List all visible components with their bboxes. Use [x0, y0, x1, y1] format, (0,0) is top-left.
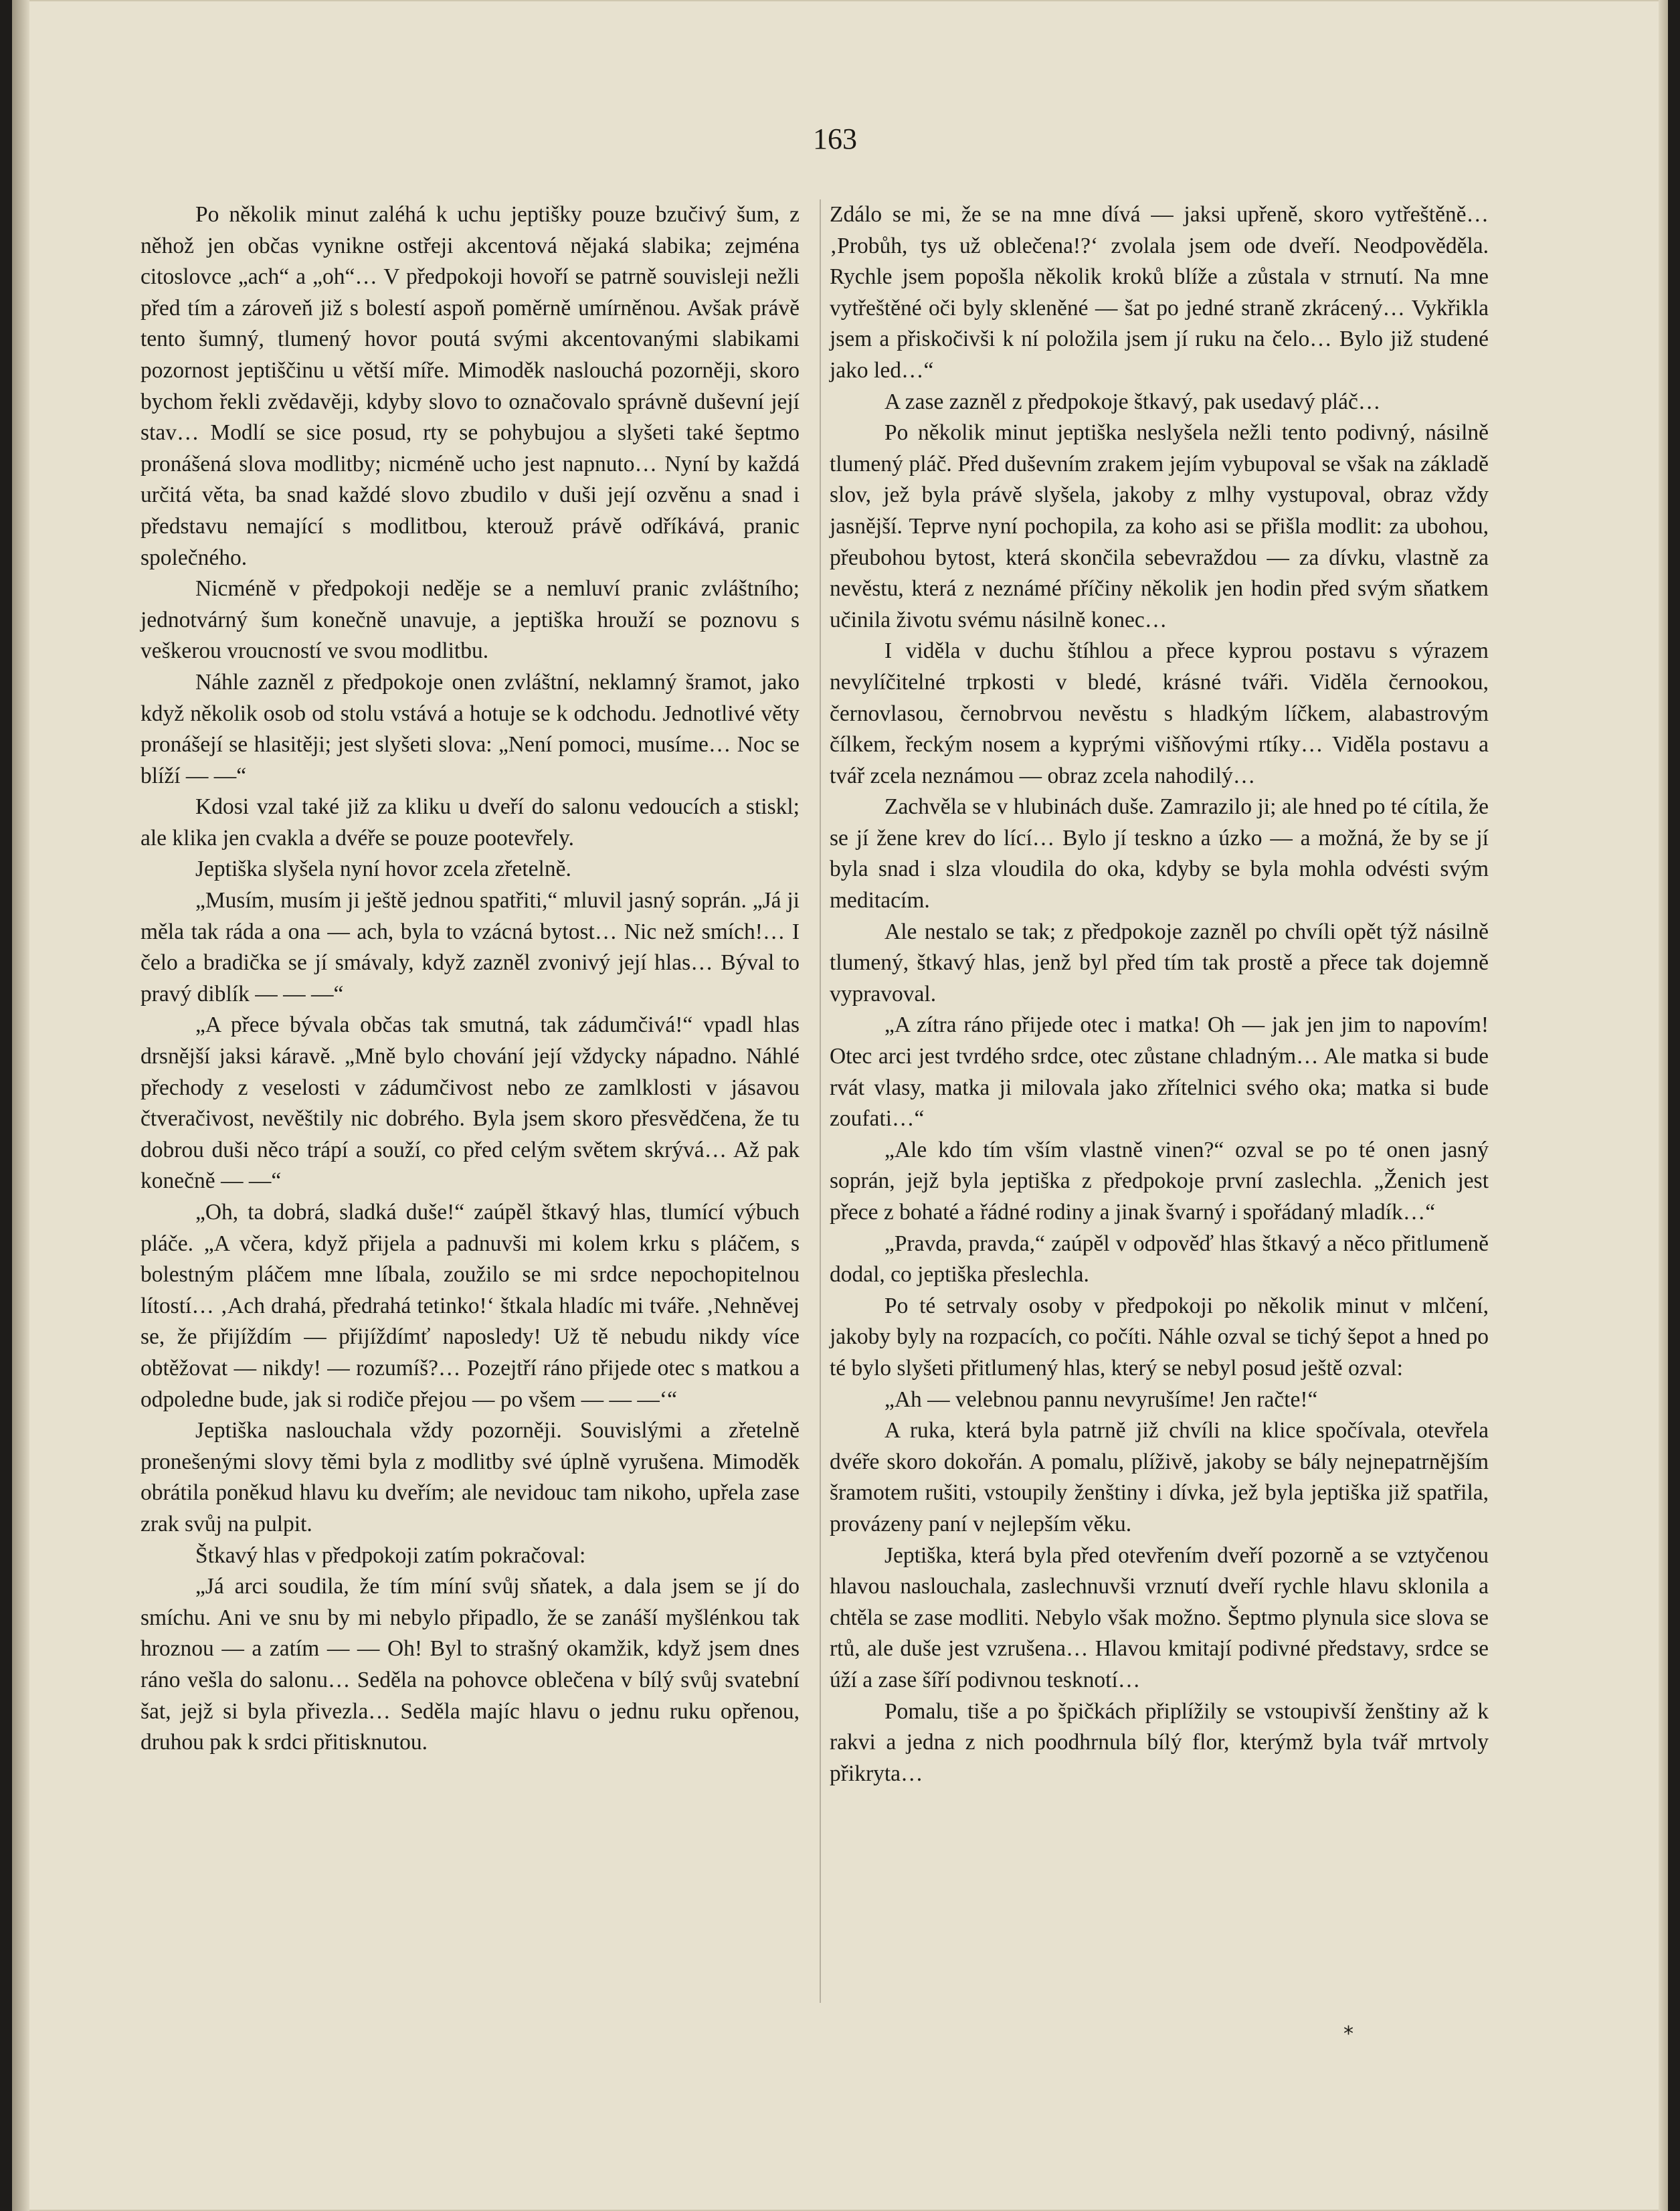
page-number: 163: [813, 122, 857, 155]
paragraph: „Pravda, pravda,“ zaúpěl v odpověď hlas štkavý a něco přitlumeně dodal, co jeptiška přeslechla.: [830, 1231, 1489, 1288]
paragraph: Po té setrvaly osoby v předpokoji po několik minut v mlčení, jakoby byly na rozpacích, co počíti. Náhle ozval se tichý šepot a hned po té bylo slyšeti přitlumený hlas, který se nebyl posud ještě ozval:: [830, 1293, 1489, 1381]
paragraph: Po několik minut jeptiška neslyšela nežli tento podivný, násilně tlumený pláč. Před duševním zrakem jejím vybupoval se však na základě slov, jež byla právě slyšela, jakoby z mlhy vystupoval, obraz vždy jasnější. Teprve nyní pochopila, za koho asi se přišla modlit: za ubohou, přeubohou bytost, která skončila sebevraždou — za dívku, vlastně za nevěstu, která z neznámé příčiny několik jen hodin před svým sňatkem učinila životu svému násilně konec…: [830, 420, 1489, 632]
column-divider: [820, 199, 821, 2003]
paragraph: Náhle zazněl z předpokoje onen zvláštní, neklamný šramot, jako když několik osob od stolu vstává a hotuje se k odchodu. Jednotlivé věty pronášejí se hlasitěji; jest slyšeti slova: „Není pomoci, musíme… Noc se blíží — —“: [141, 669, 800, 788]
paragraph: Nicméně v předpokoji neděje se a nemluví pranic zvláštního; jednotvárný šum konečně unavuje, a jeptiška hrouží se poznovu s veškerou vroucností ve svou modlitbu.: [141, 576, 800, 664]
paragraph: I viděla v duchu štíhlou a přece kyprou postavu s výrazem nevylíčitelné trpkosti v bledé, krásné tváři. Viděla černookou, černovlasou, černobrvou nevěstu s hladkým líčkem, alabastrovým čílkem, řeckým nosem a kyprými višňovými rtíky… Viděla postavu a tvář zcela neznámou — obraz zcela nahodilý…: [830, 638, 1489, 788]
paragraph: Zachvěla se v hlubinách duše. Zamrazilo ji; ale hned po té cítila, že se jí žene krev do lící… Bylo jí teskno a úzko — a možná, že by se jí byla snad i slza vloudila do oka, kdyby se byla mohla odvésti svým meditacím.: [830, 794, 1489, 913]
paragraph: Jeptiška naslouchala vždy pozorněji. Souvislými a zřetelně pronešenými slovy těmi byla z modlitby své úplně vyrušena. Mimoděk obrátila poněkud hlavu ku dveřím; ale nevidouc tam nikoho, upřela zase zrak svůj na pulpit.: [141, 1418, 800, 1536]
paragraph: A ruka, která byla patrně již chvíli na klice spočívala, otevřela dvéře skoro dokořán. A pomalu, plíživě, jakoby se bály nejnepatrnějším šramotem rušiti, vstoupily ženštiny i dívka, jež byla jeptiška již spatřila, provázeny paní v nejlepším věku.: [830, 1418, 1489, 1536]
paragraph: „Oh, ta dobrá, sladká duše!“ zaúpěl štkavý hlas, tlumící výbuch pláče. „A včera, když přijela a padnuvši mi kolem krku s pláčem, s bolestným pláčem mne líbala, zoužilo se mi srdce nepochopitelnou lítostí… ‚Ach drahá, předrahá tetinko!‘ štkala hladíc mi tváře. ‚Nehněvej se, že přijíždím — přijíždímť naposledy! Už tě nebudu nikdy více obtěžovat — nikdy! — rozumíš?… Pozejtří ráno přijede otec s matkou a odpoledne bude, jak si rodiče přejou — po všem — — —‘“: [141, 1200, 800, 1412]
paragraph: Kdosi vzal také již za kliku u dveří do salonu vedoucích a stiskl; ale klika jen cvakla a dvéře se pouze pootevřely.: [141, 794, 800, 851]
paragraph: „Musím, musím ji ještě jednou spatřiti,“ mluvil jasný soprán. „Já ji měla tak ráda a ona — ach, byla to vzácná bytost… Nic než smích!… I čelo a bradička se jí smávaly, když zazněl zvonivý její hlas… Býval to pravý diblík — — —“: [141, 888, 800, 1006]
paragraph: Ale nestalo se tak; z předpokoje zazněl po chvíli opět týž násilně tlumený, štkavý hlas, jenž byl před tím tak prostě a přece tak dojemně vypravoval.: [830, 919, 1489, 1006]
book-page: [12, 0, 1668, 2211]
page-edge: [1659, 0, 1668, 2211]
paragraph: A zase zazněl z předpokoje štkavý, pak usedavý pláč…: [884, 389, 1381, 414]
paragraph: Jeptiška slyšela nyní hovor zcela zřetelně.: [195, 857, 571, 882]
paragraph: „A zítra ráno přijede otec i matka! Oh — jak jen jim to napovím! Otec arci jest tvrdého srdce, otec zůstane chladným… Ale matka si bude rvát vlasy, matka ji milovala jako zřítelnici svého oka; matka si bude zoufati…“: [830, 1012, 1489, 1132]
section-end-mark: *: [1343, 2022, 1354, 2046]
right-text-column: [830, 199, 1489, 1789]
paragraph: Po několik minut zaléhá k uchu jeptišky pouze bzučivý šum, z něhož jen občas vynikne ostřeji akcentová nějaká slabika; zejména citoslovce „ach“ a „oh“… V předpokoji hovoří se patrně souvisleji nežli před tím a zároveň již s bolestí aspoň poměrně umírněnou. Avšak právě tento šumný, tlumený hovor poutá svými akcentovanými slabikami pozornost jeptiščinu u větší míře. Mimoděk naslouchá pozorněji, skoro bychom řekli zvědavěji, kdyby slovo to označovalo správně duševní její stav… Modlí se sice posud, rty se pohybujou a slyšeti také šeptmo pronášená slova modlitby; nicméně ucho jest napnuto… Nyní by každá určitá věta, ba snad každé slovo zbudilo v duši její ozvěnu a snad i představu nemající s modlitbou, kterouž právě odříkává, pranic společného.: [141, 202, 800, 570]
paragraph: Štkavý hlas v předpokoji zatím pokračoval:: [195, 1542, 586, 1568]
paragraph: „A přece bývala občas tak smutná, tak zádumčivá!“ vpadl hlas drsnější jaksi káravě. „Mně bylo chování její vždycky nápadno. Náhlé přechody z veselosti v zádumčivost nebo ze zamlklosti v jásavou čtveračivost, nevěštily nic dobrého. Byla jsem skoro přesvědčena, že tu dobrou duši něco trápí a souží, co před celým světem skrývá… Až pak konečně — —“: [141, 1012, 800, 1194]
paragraph: „Ale kdo tím vším vlastně vinen?“ ozval se po té onen jasný soprán, jejž byla jeptiška z předpokoje první zaslechla. „Ženich jest přece z bohaté a řádné rodiny a jinak švarný i spořádaný mladík…“: [830, 1137, 1489, 1225]
paragraph: Jeptiška, která byla před otevřením dveří pozorně a se vztyčenou hlavou naslouchala, zaslechnuvši vrznutí dveří rychle hlavu sklonila a chtěla se zase modliti. Nebylo však možno. Šeptmo plynula sice slova se rtů, ale duše jest vzrušena… Hlavou kmitají podivné představy, srdce se úží a zase šíří podivnou tesknotí…: [830, 1542, 1489, 1692]
paragraph: „Já arci soudila, že tím míní svůj sňatek, a dala jsem se jí do smíchu. Ani ve snu by mi nebylo připadlo, že se zanáší myšlénkou tak hroznou — a zatím — — Oh! Byl to strašný okamžik, když jsem dnes ráno vešla do salonu… Seděla na pohovce oblečena v bílý svůj svatební šat, jejž si byla přivezla… Seděla majíc hlavu o jednu ruku opřenou, druhou pak k srdci přitisknutou.: [141, 1574, 800, 1755]
paragraph: Zdálo se mi, že se na mne dívá — jaksi upřeně, skoro vytřeštěně… ‚Probůh, tys už oblečena!?‘ zvolala jsem ode dveří. Neodpověděla. Rychle jsem popošla několik kroků blíže a zůstala v strnutí. Na mne vytřeštěné oči byly skleněné — šat po jedné straně zkrácený… Vykřikla jsem a přiskočivši k ní položila jsem jí ruku na čelo… Bylo již studené jako led…“: [830, 202, 1489, 383]
paragraph: Pomalu, tiše a po špičkách připlížily se vstoupivší ženštiny až k rakvi a jedna z nich poodhrnula bílý flor, kterýmž byla tvář mrtvoly přikryta…: [830, 1698, 1489, 1786]
left-text-column: [141, 199, 800, 1759]
paragraph: „Ah — velebnou pannu nevyrušíme! Jen račte!“: [884, 1387, 1318, 1412]
binding-gutter: [12, 0, 29, 2211]
